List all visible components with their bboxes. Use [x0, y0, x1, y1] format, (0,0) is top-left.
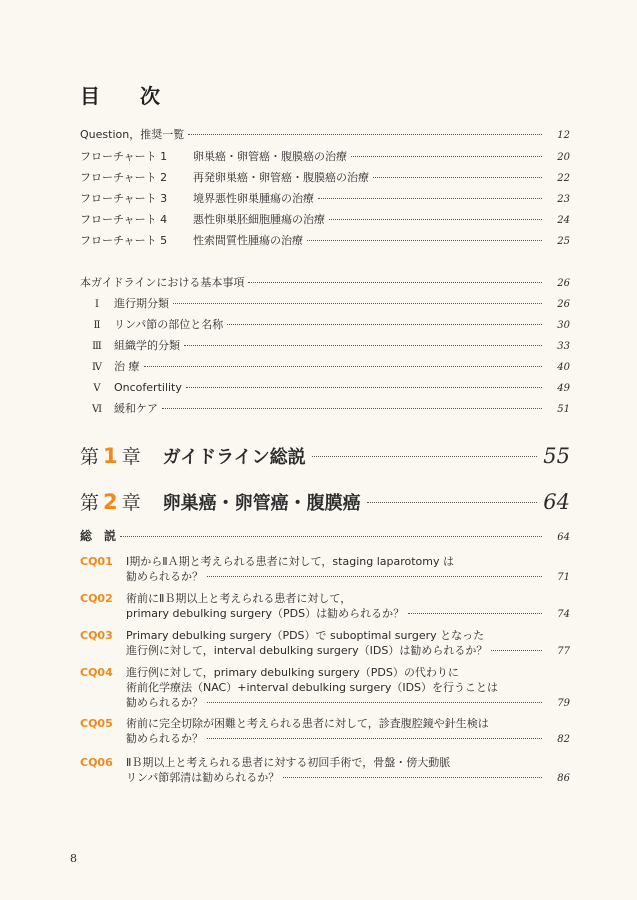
dot-leader [186, 387, 542, 388]
cq-line: Ⅰ期からⅡＡ期と考えられる患者に対して，staging laparotomy は [126, 555, 455, 568]
roman-numeral: Ⅳ [92, 362, 102, 373]
cq-id: CQ05 [80, 717, 113, 730]
cq-line: 術前に完全切除が困難と考えられる患者に対して，診査腹腔鏡や針生検は [126, 717, 489, 730]
cq-entry-06[interactable] [80, 755, 570, 785]
cq-page: 74 [557, 609, 570, 620]
toc-entry-overview[interactable] [80, 529, 570, 545]
chapter-1-entry[interactable] [80, 442, 570, 469]
dot-leader [318, 198, 542, 199]
cq-entry-03[interactable] [80, 628, 570, 658]
dot-leader [162, 408, 542, 409]
entry-page: 23 [557, 194, 570, 205]
cq-line: 術前にⅡＢ期以上と考えられる患者に対して， [126, 592, 352, 605]
entry-text: 治 療 [114, 360, 140, 373]
entry-text: 進行期分類 [114, 297, 169, 310]
dot-leader [184, 345, 542, 346]
toc-title: 目 次 [80, 84, 170, 108]
dot-leader [351, 156, 542, 157]
cq-entry-04[interactable] [80, 665, 570, 710]
toc-entry-flowchart-5[interactable] [80, 234, 570, 249]
entry-page: 51 [557, 404, 570, 415]
entry-page: 22 [557, 173, 570, 184]
cq-page: 71 [557, 572, 570, 583]
dot-leader [227, 324, 542, 325]
cq-page: 82 [557, 734, 570, 745]
entry-page: 24 [557, 215, 570, 226]
cq-entry-01[interactable] [80, 554, 570, 584]
toc-entry-basics-5[interactable] [80, 381, 570, 396]
cq-line: 勧められるか？ [126, 696, 203, 709]
cq-line: 勧められるか？ [126, 732, 203, 745]
chapter-number: 2 [103, 490, 118, 514]
dot-leader [207, 576, 542, 577]
cq-line: リンパ節郭清は勧められるか？ [126, 771, 280, 784]
entry-page: 12 [557, 130, 570, 141]
dot-leader [307, 240, 542, 241]
roman-numeral: Ⅴ [93, 383, 101, 394]
entry-page: 26 [557, 299, 570, 310]
chapter-prefix: 第 [80, 446, 100, 468]
toc-entry-basics-1[interactable] [80, 297, 570, 312]
toc-entry-basics-4[interactable] [80, 360, 570, 375]
page-number: 8 [70, 852, 77, 865]
roman-numeral: Ⅱ [93, 320, 101, 331]
entry-label: フローチャート 2 [80, 171, 168, 184]
cq-entry-05[interactable] [80, 716, 570, 746]
entry-text: 性索間質性腫瘍の治療 [193, 234, 303, 247]
dot-leader [207, 702, 542, 703]
roman-numeral: Ⅲ [92, 341, 102, 352]
entry-page: 30 [557, 320, 570, 331]
entry-text: 緩和ケア [114, 402, 158, 415]
toc-entry-basics-6[interactable] [80, 402, 570, 417]
chapter-title: ガイドライン総説 [162, 447, 306, 468]
toc-entry-basics-3[interactable] [80, 339, 570, 354]
chapter-prefix: 第 [80, 492, 100, 514]
dot-leader [283, 777, 542, 778]
toc-entry-flowchart-1[interactable] [80, 150, 570, 165]
cq-entry-02[interactable] [80, 591, 570, 621]
entry-text: 組織学的分類 [114, 339, 180, 352]
cq-line: 術前化学療法（NAC）+interval debulking surgery（IDS）を行うことは [126, 681, 499, 694]
toc-entry-question[interactable] [80, 128, 570, 143]
entry-page: 26 [557, 278, 570, 289]
entry-text: 卵巣癌・卵管癌・腹膜癌の治療 [193, 150, 347, 163]
entry-label: フローチャート 5 [80, 234, 168, 247]
cq-page: 86 [557, 773, 570, 784]
cq-line: 進行例に対して，primary debulking surgery（PDS）の代わりに [126, 666, 459, 679]
toc-entry-flowchart-4[interactable] [80, 213, 570, 228]
entry-text: 悪性卵巣胚細胞腫瘍の治療 [193, 213, 325, 226]
dot-leader [188, 134, 542, 135]
entry-label: フローチャート 3 [80, 192, 168, 205]
cq-id: CQ04 [80, 666, 113, 679]
entry-text: リンパ節の部位と名称 [114, 318, 224, 331]
chapter-suffix: 章 [121, 446, 141, 468]
chapter-page: 64 [543, 490, 570, 514]
chapter-2-entry[interactable] [80, 488, 570, 515]
dot-leader [373, 177, 542, 178]
dot-leader [312, 456, 538, 457]
cq-page: 79 [557, 698, 570, 709]
cq-line: primary debulking surgery（PDS）は勧められるか？ [126, 607, 405, 620]
toc-entry-flowchart-2[interactable] [80, 171, 570, 186]
entry-page: 49 [557, 383, 570, 394]
entry-label: Question，推奨一覧 [80, 128, 185, 141]
cq-line: 進行例に対して，interval debulking surgery（IDS）は勧められるか？ [126, 644, 488, 657]
entry-label: 総 説 [80, 529, 117, 543]
entry-page: 33 [557, 341, 570, 352]
cq-page: 77 [557, 646, 570, 657]
chapter-suffix: 章 [121, 492, 141, 514]
dot-leader [248, 282, 542, 283]
cq-id: CQ02 [80, 592, 113, 605]
toc-entry-basics[interactable] [80, 276, 570, 291]
entry-page: 20 [557, 152, 570, 163]
toc-entry-basics-2[interactable] [80, 318, 570, 333]
cq-line: ⅡＢ期以上と考えられる患者に対する初回手術で，骨盤・傍大動脈 [126, 756, 451, 769]
entry-label: 本ガイドラインにおける基本事項 [80, 276, 245, 289]
entry-page: 25 [557, 236, 570, 247]
dot-leader [173, 303, 542, 304]
roman-numeral: Ⅵ [91, 404, 103, 415]
cq-line: 勧められるか？ [126, 570, 203, 583]
cq-id: CQ03 [80, 629, 113, 642]
entry-text: 境界悪性卵巣腫瘍の治療 [193, 192, 314, 205]
roman-numeral: Ⅰ [95, 299, 99, 310]
dot-leader [329, 219, 542, 220]
dot-leader [367, 502, 538, 503]
dot-leader [144, 366, 543, 367]
dot-leader [408, 613, 542, 614]
entry-page: 64 [557, 532, 570, 543]
dot-leader [491, 650, 542, 651]
entry-label: フローチャート 4 [80, 213, 168, 226]
entry-label: フローチャート 1 [80, 150, 168, 163]
entry-text: Oncofertility [114, 381, 182, 394]
entry-page: 40 [557, 362, 570, 373]
chapter-number: 1 [103, 444, 118, 468]
toc-entry-flowchart-3[interactable] [80, 192, 570, 207]
entry-text: 再発卵巣癌・卵管癌・腹膜癌の治療 [193, 171, 369, 184]
dot-leader [120, 536, 542, 537]
chapter-title: 卵巣癌・卵管癌・腹膜癌 [162, 493, 361, 514]
cq-id: CQ06 [80, 756, 113, 769]
cq-id: CQ01 [80, 555, 113, 568]
dot-leader [207, 738, 542, 739]
chapter-page: 55 [543, 444, 570, 468]
cq-line: Primary debulking surgery（PDS）で suboptimal surgery となった [126, 629, 485, 642]
